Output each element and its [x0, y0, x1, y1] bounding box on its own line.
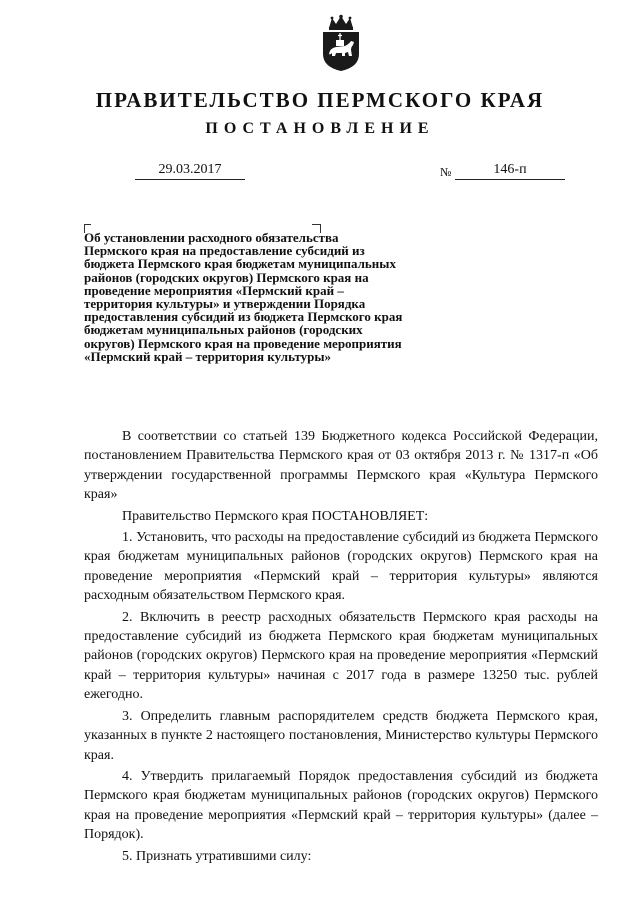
- body-paragraph-item-4: 4. Утвердить прилагаемый Порядок предоставления субсидий из бюджета Пермского края бюджетам муниципальных районов (городских округов) Пермского края на проведение мероприятия «Пермский край – территория культуры» (далее – Порядок).: [84, 768, 598, 843]
- body-paragraph-preamble: В соответствии со статьей 139 Бюджетного кодекса Российской Федерации, постановлением Правительства Пермского края от 03 октября 2013 г. № 1317-п «Об утверждении государственной программы Пермского края «Культура Пермского края»: [84, 429, 598, 503]
- document-type-title: ПОСТАНОВЛЕНИЕ: [205, 120, 435, 137]
- number-sign: №: [440, 165, 452, 179]
- government-title: ПРАВИТЕЛЬСТВО ПЕРМСКОГО КРАЯ: [95, 88, 545, 112]
- body-paragraph-item-3: 3. Определить главным распорядителем средств бюджета Пермского края, указанных в пункте 2 настоящего постановления, Министерство культуры Пермского края.: [84, 708, 598, 763]
- body-paragraph-resolves: Правительство Пермского края ПОСТАНОВЛЯЕТ:: [122, 508, 429, 524]
- perm-krai-coat-of-arms-icon: [318, 14, 364, 72]
- body-paragraph-item-1: 1. Установить, что расходы на предоставление субсидий из бюджета Пермского края бюджетам муниципальных районов (городских округов) Пермского края на проведение мероприятия «Пермский край – территория культуры» являются расходным обязательством Пермского края.: [84, 530, 598, 604]
- body-paragraph-item-5: 5. Признать утратившими силу:: [122, 848, 312, 864]
- document-date: 29.03.2017: [135, 162, 245, 180]
- crown-icon: [329, 15, 353, 30]
- document-body: [84, 427, 598, 868]
- book-icon: [336, 40, 344, 46]
- document-subject: Об установлении расходного обязательства Пермского края на предоставление субсидий из бюджета Пермского края бюджетам муниципальных районов (городских округов) Пермского края на проведение мероприятия «Пермский край – территория культуры» и утверждении Порядка предоставления субсидий из бюджета Пермского края бюджетам муниципальных районов (городских округов) Пермского края на проведение мероприятия «Пермский край – территория культуры»: [84, 230, 403, 364]
- body-paragraph-item-2: 2. Включить в реестр расходных обязательств Пермского края расходы на предоставление субсидий из бюджета Пермского края бюджетам муниципальных районов (городских округов) Пермского края на проведение мероприятия «Пермский край – территория культуры» начиная с 2017 года в размере 13250 тыс. рублей ежегодно.: [84, 609, 598, 703]
- document-number: 146-п: [455, 162, 565, 180]
